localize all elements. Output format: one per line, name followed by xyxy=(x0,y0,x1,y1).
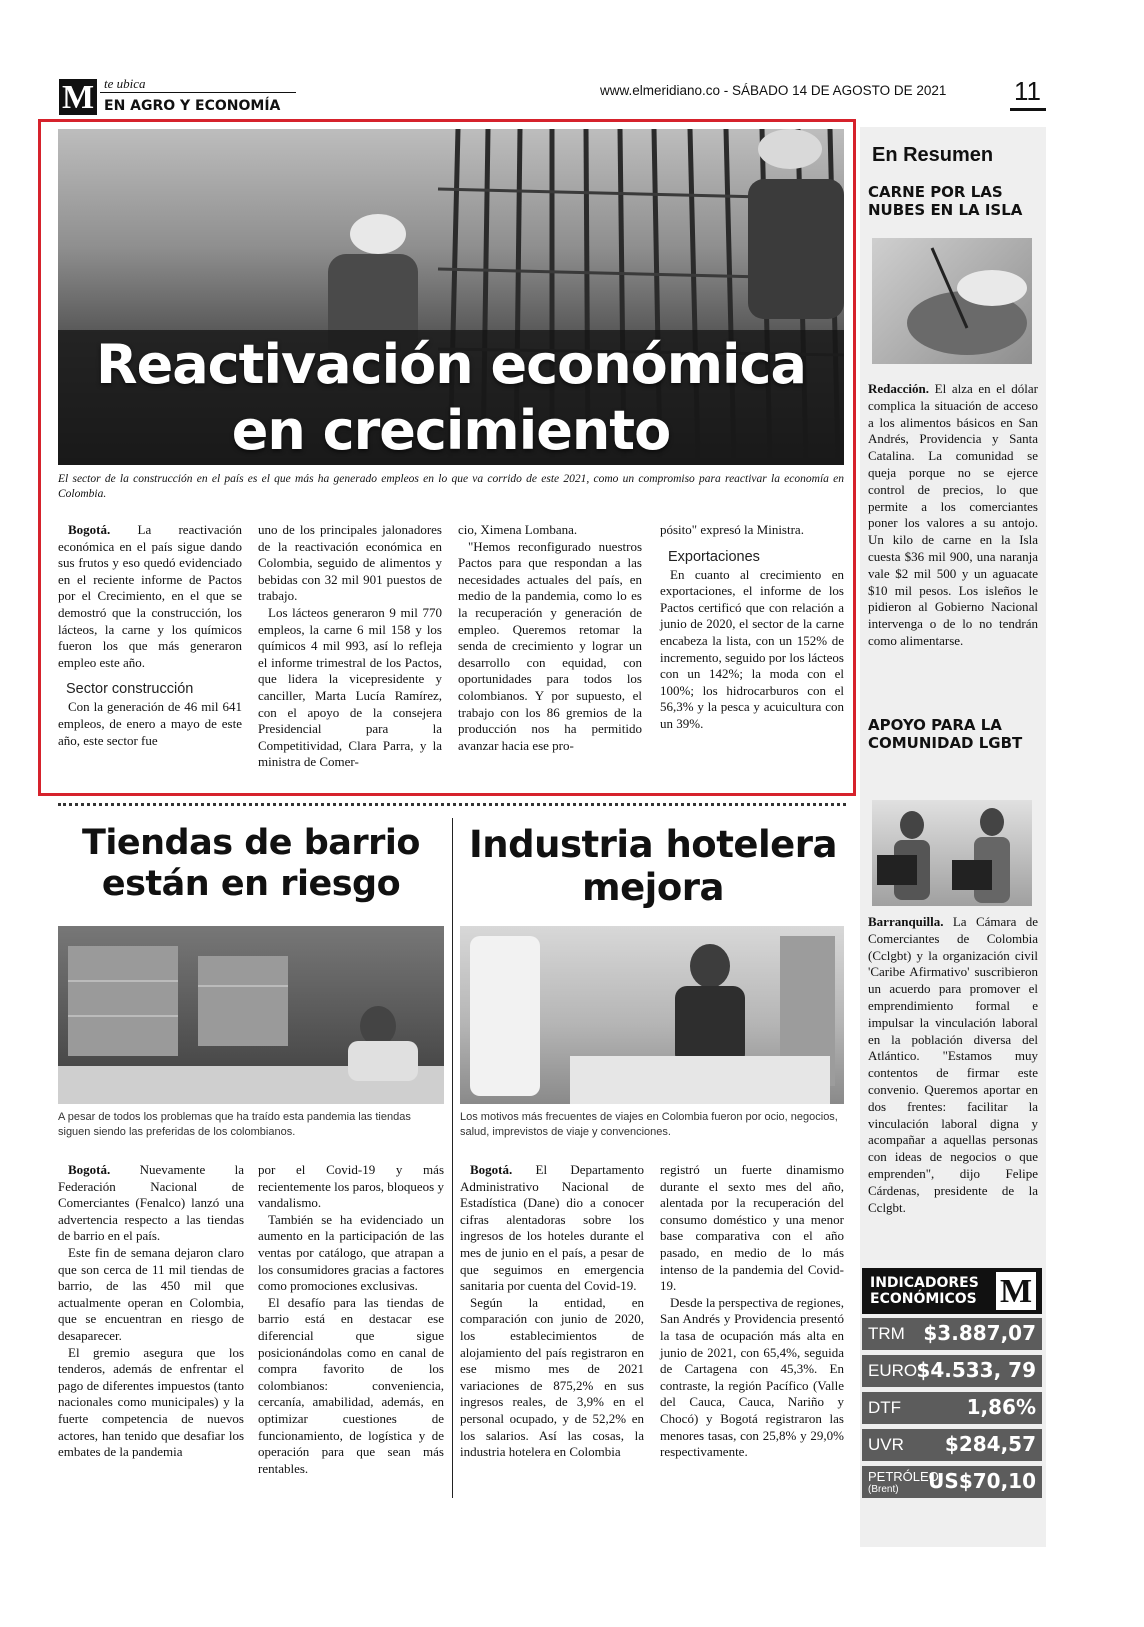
hotel-room-illustration xyxy=(460,926,844,1104)
tienda-photo xyxy=(58,926,444,1104)
indicators-box xyxy=(862,1268,1044,1498)
sidebar-item1-body: El alza en el dólar complica la situación de acceso a los alimentos básicos en San Andrés, Providencia y Santa Catalina. La comunidad se queja porque no se ejerce control de precios, lo que permite a los comerciantes poner los valores a su antojo. Un kilo de carne en la Isla cuesta $36 mil 900, una naranja vale $2 mil 500 y un aguacate $10 mil pesos. Los isleños le pidieron al Gobierno Nacional intervenga o de lo no tendrán como alimentarse. xyxy=(868,381,1038,648)
newspaper-logo: M xyxy=(59,79,97,115)
main-story-col-3 xyxy=(458,522,642,754)
main-story-p4: Los lácteos generaron 9 mil 770 empleos, la carne 6 mil 158 y los químicos 4 mil 993, así lo refleja el informe trimestral de los Pactos, que lidera la vicepresidente y canciller, Marta Lucía Ramírez, con el apoyo de la consejera Presidencial para la Competitividad, Clara Parra, y la ministra de Comer- xyxy=(258,604,442,770)
column-divider xyxy=(452,818,453,1498)
hotelera-p3: registró un fuerte dinamismo durante el sexto mes del año, alentada por la recuperación del consumo doméstico y una menor base comparativa con el año pasado, en medio de lo más intenso de la pandemia del Covid- 19. xyxy=(660,1162,844,1294)
main-story-lead: Bogotá. xyxy=(68,522,111,537)
sidebar-item1-text xyxy=(868,381,1038,650)
hotel-photo xyxy=(460,926,844,1104)
tiendas-p3: El gremio asegura que los tenderos, además de enfrentar el pago de diferentes impuestos (tanto nacionales como municipales) y la fuerte competencia de nuevos actores, han tenido que desafiar los embates de la pandemia xyxy=(58,1344,244,1460)
people-signing-illustration xyxy=(872,800,1032,906)
main-story-p6: "Hemos reconfigurado nuestros Pactos para que respondan a las necesidades actuales del país, en medio de la pandemia, como lo es la recuperación y generación de empleo. Queremos retomar la senda de crecimiento y lograr un desarrollo con equidad, con oportunidades para todos los colombianos. Y por supuesto, el trabajo con los 86 gremios de la producción nos ha permitido avanzar hacia ese pro- xyxy=(458,538,642,753)
main-story-p7: pósito" expresó la Ministra. xyxy=(660,522,804,537)
main-story-p5: cio, Ximena Lombana. xyxy=(458,522,578,537)
hotelera-lead: Bogotá. xyxy=(470,1162,513,1177)
hotel-photo-caption: Los motivos más frecuentes de viajes en Colombia fueron por ocio, negocios, salud, imprevistos de viaje y convenciones. xyxy=(460,1111,838,1138)
indicator-row-trm xyxy=(862,1318,1042,1350)
section-title: EN AGRO Y ECONOMÍA xyxy=(104,98,281,114)
indicators-title xyxy=(870,1275,979,1307)
sidebar-item1-headline: CARNE POR LAS NUBES EN LA ISLA xyxy=(868,183,1023,219)
hotelera-p4: Desde la perspectiva de regiones, San Andrés y Providencia presentó la tasa de ocupación más alta en junio de 2021, con 65,4%, seguida de Cartagena con 45,3%. En contraste, la región Pacífico (Valle del Cauca, Cauca, Nariño y Chocó) y Bogotá registraron las menores tasas, con 25,8% y 29,0% respectivamente. xyxy=(660,1294,844,1460)
meat-cutting-illustration xyxy=(872,238,1032,364)
dateline: www.elmeridiano.co - SÁBADO 14 DE AGOSTO DE 2021 xyxy=(600,83,947,98)
tiendas-p5: También se ha evidenciado un aumento en la participación de las ventas por catálogo, que atrapan a los consumidores gracias a factores como promociones exclusivas. xyxy=(258,1211,444,1294)
sidebar-title: En Resumen xyxy=(872,144,994,166)
main-story-p2: Con la generación de 46 mil 641 empleos, de enero a mayo de este año, este sector fue xyxy=(58,699,242,748)
hotelera-headline-line-2: mejora xyxy=(582,866,724,909)
main-headline-line-2: en crecimiento xyxy=(231,399,671,462)
tiendas-headline-line-2: están en riesgo xyxy=(101,864,401,904)
sidebar-item2-body: La Cámara de Comerciantes de Colombia (Cclgbt) y la organización civil 'Caribe Afirmativo' suscribieron un acuerdo para promover el emprendimiento formal e impulsar la vinculación laboral en la población diversa del Atlántico. "Estamos muy contentos de firmar este convenio. Queremos aportar en dos frentes: facilitar la vinculación laboral digna y acompañar a aquellas personas con ideas de negocios o que emprenden", dijo Felipe Cárdenas, presidente de la Cclgbt. xyxy=(868,914,1038,1215)
indicator-row-dtf xyxy=(862,1392,1042,1424)
tiendas-p2: Este fin de semana dejaron claro que son cerca de 11 mil tiendas de barrio, de las 450 mil que actualmente operan en Colombia, que se encuentran en riesgo de desaparecer. xyxy=(58,1244,244,1343)
indicator-sublabel: (Brent) xyxy=(868,1484,899,1495)
indicator-label: UVR xyxy=(868,1435,904,1454)
indicators-title-line-2: ECONÓMICOS xyxy=(870,1291,977,1307)
shop-shelves-illustration xyxy=(58,926,444,1104)
main-story-col-4 xyxy=(660,522,844,733)
main-story-p3: uno de los principales jalonadores de la reactivación económica en Colombia, seguido de alimentos y bebidas con 32 mil 901 puestos de trabajo. xyxy=(258,522,442,604)
indicator-label: EURO xyxy=(868,1361,918,1380)
sidebar-item2-lead: Barranquilla. xyxy=(868,914,944,929)
tienda-photo-caption: A pesar de todos los problemas que ha traído esta pandemia las tiendas siguen siendo las preferidas de los colombianos. xyxy=(58,1111,411,1138)
subhead-sector-construccion: Sector construcción xyxy=(66,681,194,698)
indicator-value: $4.533, 79 xyxy=(916,1358,1036,1382)
tiendas-col-2 xyxy=(258,1162,444,1477)
sidebar-item2-text xyxy=(868,914,1038,1216)
indicator-row-euro xyxy=(862,1355,1042,1387)
main-story-col-1 xyxy=(58,522,242,749)
indicator-value: $284,57 xyxy=(944,1432,1036,1456)
indicator-row-uvr xyxy=(862,1429,1042,1461)
page-number-rule xyxy=(1010,108,1046,111)
hotelera-p1 xyxy=(460,1162,644,1295)
main-headline-line-1: Reactivación económica xyxy=(96,333,806,396)
indicators-header xyxy=(862,1268,1042,1314)
tiendas-p1-text: Nuevamente la Federación Nacional de Comerciantes (Fenalco) lanzó una advertencia respecto a las tiendas de barrio en el país. xyxy=(58,1162,244,1244)
main-story-col-2 xyxy=(258,522,442,771)
main-photo-caption: El sector de la construcción en el país es el que más ha generado empleos en lo que va corrido de este 2021, como un compromiso para reactivar la economía en Colombia. xyxy=(58,473,844,500)
section-kicker: te ubica xyxy=(104,76,146,91)
main-story-p8: En cuanto al crecimiento en exportaciones, el informe de los Pactos certificó que con relación a junio de 2020, el sector de la carne encabeza la lista, con un 152% de incremento, seguido por los lácteos con un 142%; la moda con el 100%; los hidrocarburos con el 56,3% y la pesca y acuicultura con un 39%. xyxy=(660,566,844,731)
tiendas-col-1 xyxy=(58,1162,244,1461)
indicator-label: DTF xyxy=(868,1398,902,1417)
indicators-logo: M xyxy=(996,1272,1036,1310)
tiendas-p4: por el Covid-19 y más recientemente los paros, bloqueos y vandalismo. xyxy=(258,1162,444,1211)
lgbt-agreement-photo xyxy=(872,800,1032,906)
tiendas-headline-line-1: Tiendas de barrio xyxy=(82,823,420,863)
main-story-p1-text: La reactivación económica en el país sigue dando sus frutos y eso quedó evidenciado en el reciente informe de Pactos por el Crecimiento, en el que se demostró que la construcción, los lácteos, la carne y los químicos fueron los que más generaron empleo este año. xyxy=(58,522,242,670)
tiendas-p6: El desafío para las tiendas de barrio está en destacar ese diferencial que sigue posicionándolas como en canal de compra favorito de los colombianos: conveniencia, cercanía, amabilidad, además, en optimizar cuestiones de funcionamiento, de logística y de operación para que sean más rentables. xyxy=(258,1294,444,1476)
header-rule xyxy=(100,92,296,93)
hotelera-col-1 xyxy=(460,1162,644,1461)
indicator-value: US$70,10 xyxy=(928,1469,1036,1493)
indicator-row-petroleo xyxy=(862,1466,1042,1498)
page-number: 11 xyxy=(1014,76,1041,106)
section-separator xyxy=(58,803,846,806)
hotelera-p2: Según la entidad, en comparación con junio de 2020, los establecimientos de alojamiento del país registraron en ese mismo mes de 2021 variaciones de 875,2% en sus ingresos reales, de 3,9% en el personal ocupado, y de 52,2% en los salarios. Así las cosas, la industria hotelera en Colombia xyxy=(460,1294,644,1460)
hotelera-headline-line-1: Industria hotelera xyxy=(469,823,837,866)
sidebar-item1-lead: Redacción. xyxy=(868,381,930,396)
indicators-title-line-1: INDICADORES xyxy=(870,1275,979,1291)
tiendas-lead: Bogotá. xyxy=(68,1162,111,1177)
sidebar-item2-headline: APOYO PARA LA COMUNIDAD LGBT xyxy=(868,716,1023,752)
hotelera-col-2 xyxy=(660,1162,844,1461)
main-story-p1 xyxy=(58,522,242,671)
indicator-label: PETRÓLEO xyxy=(868,1469,939,1484)
meat-photo xyxy=(872,238,1032,364)
hotelera-p1-text: El Departamento Administrativo Nacional de Estadística (Dane) dio a conocer cifras alentadoras sobre los ingresos de los hoteles durante el mes de junio en el país, a pesar de que seguimos en emergencia sanitaria por cuenta del Covid-19. xyxy=(460,1162,644,1294)
indicator-value: $3.887,07 xyxy=(923,1321,1036,1345)
tiendas-p1 xyxy=(58,1162,244,1245)
subhead-exportaciones: Exportaciones xyxy=(668,548,760,565)
indicator-value: 1,86% xyxy=(966,1395,1036,1419)
indicator-label: TRM xyxy=(868,1324,905,1343)
